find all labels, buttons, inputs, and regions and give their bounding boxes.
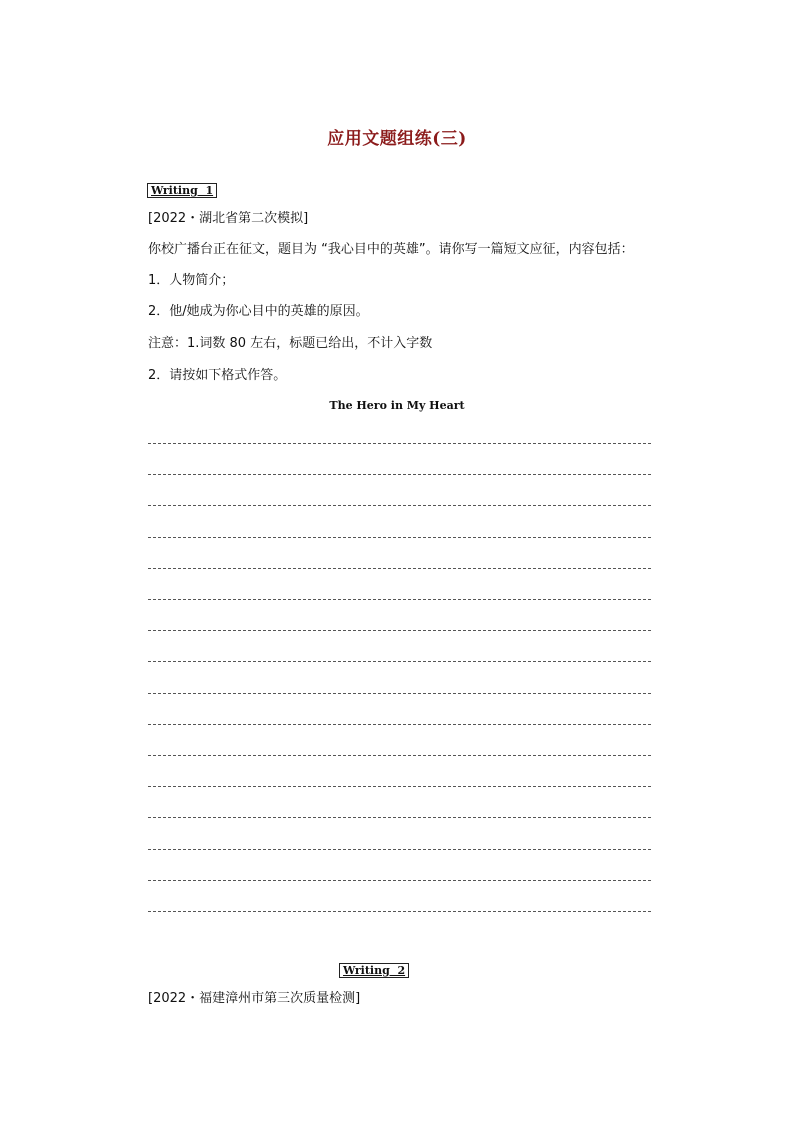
answer-line xyxy=(148,880,651,881)
writing-1-prompt: 你校广播台正在征文，题目为 “我心目中的英雄”。请你写一篇短文应征，内容包括： xyxy=(148,242,634,257)
answer-line xyxy=(148,474,651,475)
answer-line xyxy=(148,661,651,662)
writing-2-source: [2022・福建漳州市第三次质量检测] xyxy=(148,991,361,1006)
answer-line xyxy=(148,724,651,725)
answer-line xyxy=(148,817,651,818)
answer-line xyxy=(148,568,651,569)
writing-1-note-1: 注意：1.词数 80 左右，标题已给出，不计入字数 xyxy=(148,336,433,351)
answer-line xyxy=(148,630,651,631)
answer-line xyxy=(148,911,651,912)
writing-1-source: [2022・湖北省第二次模拟] xyxy=(148,211,309,226)
answer-line xyxy=(148,693,651,694)
answer-line xyxy=(148,755,651,756)
answer-line xyxy=(148,786,651,787)
essay-title: The Hero in My Heart xyxy=(329,399,465,412)
writing-1-point-2: 2．他/她成为你心目中的英雄的原因。 xyxy=(148,304,369,319)
writing-2-tag: Writing 2 xyxy=(339,963,409,978)
answer-line xyxy=(148,537,651,538)
answer-line xyxy=(148,505,651,506)
answer-line xyxy=(148,599,651,600)
writing-1-point-1: 1．人物简介； xyxy=(148,273,235,288)
writing-1-tag: Writing 1 xyxy=(147,183,217,198)
page-title: 应用文题组练(三) xyxy=(327,129,467,149)
answer-line xyxy=(148,443,651,444)
answer-line xyxy=(148,849,651,850)
writing-1-note-2: 2．请按如下格式作答。 xyxy=(148,368,287,383)
